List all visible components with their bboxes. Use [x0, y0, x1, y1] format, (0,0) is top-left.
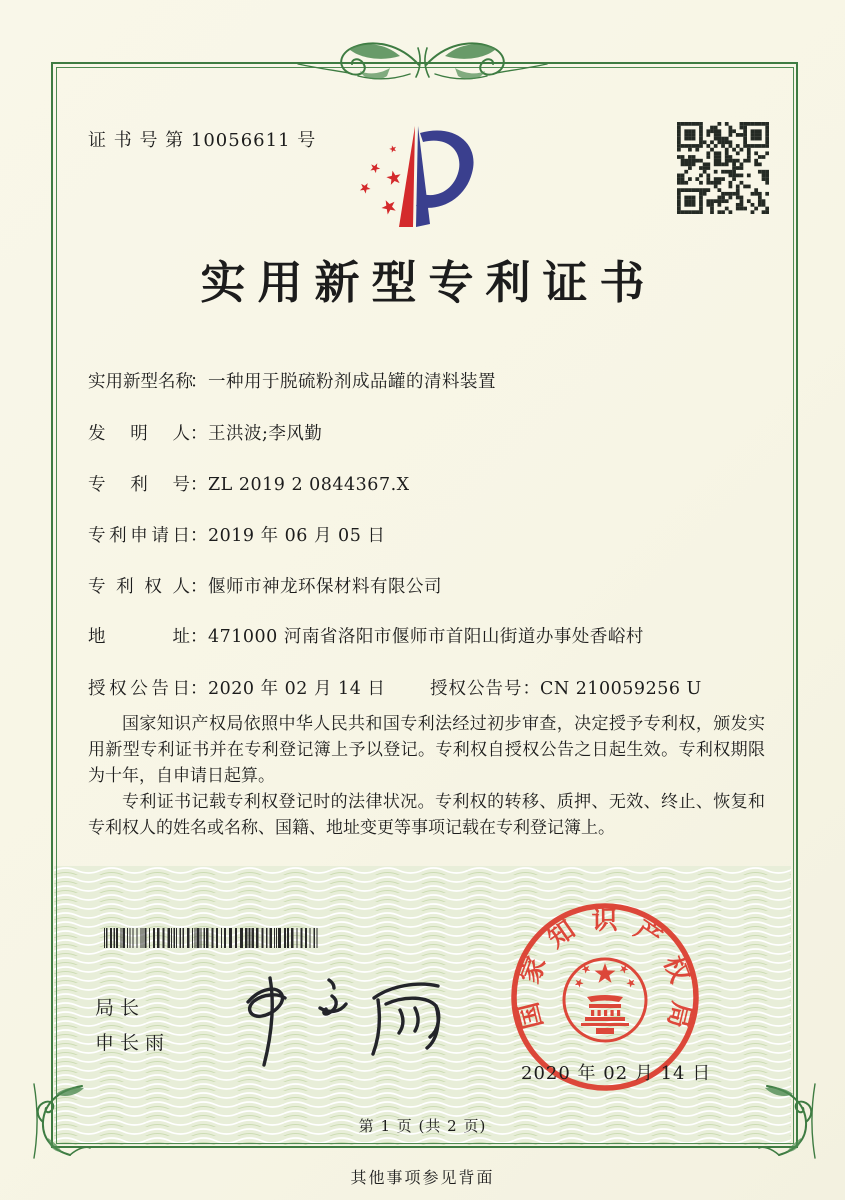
back-side-note: 其他事项参见背面 [350, 1168, 495, 1187]
handwritten-signature-icon [228, 968, 463, 1072]
field-row-patent-number [88, 471, 764, 496]
field-value: 471000 河南省洛阳市偃师市首阳山街道办事处香峪村 [208, 627, 644, 647]
field-label: 专利申请日 [88, 526, 190, 546]
field-value: 偃师市神龙环保材料有限公司 [208, 577, 442, 597]
national-emblem-icon [564, 959, 646, 1041]
grant-publication-number [430, 675, 702, 700]
field-colon: ： [190, 526, 208, 546]
field-value: ZL 2019 2 0844367.X [208, 475, 410, 495]
seal-date: 2020 年 02 月 14 日 [521, 1063, 712, 1084]
field-row-utility-model-name [88, 368, 764, 393]
page-indicator: 第 1 页 (共 2 页) [358, 1117, 487, 1135]
field-colon: ： [190, 577, 208, 597]
field-row-patentee [88, 573, 764, 598]
cnipa-patent-logo-icon [352, 123, 484, 235]
field-colon: ： [190, 475, 208, 495]
certificate-title: 实用新型专利证书 [200, 256, 657, 309]
legal-paragraph-1: 国家知识产权局依照中华人民共和国专利法经过初步审查，决定授予专利权，颁发实用新型专利证书并在专利登记簿上予以登记。专利权自授权公告之日起生效。专利权期限为十年，自申请日起算。 [88, 714, 765, 786]
field-label: 授权公告号 [430, 679, 523, 699]
field-colon: ： [190, 627, 208, 647]
field-colon: ： [522, 679, 540, 699]
field-row-address [88, 623, 764, 648]
field-value: 一种用于脱硫粉剂成品罐的清料装置 [208, 372, 496, 392]
qr-code-icon [677, 122, 769, 214]
field-value: CN 210059256 U [540, 679, 702, 699]
field-label: 地址 [88, 627, 190, 647]
signer-name: 申长雨 [95, 1032, 171, 1054]
field-row-filing-date [88, 522, 764, 547]
field-colon: ： [190, 424, 208, 444]
certificate-number-value: 10056611 [190, 130, 291, 151]
legal-paragraph-2: 专利证书记载专利权登记时的法律状况。专利权的转移、质押、无效、终止、恢复和专利权人的姓名或名称、国籍、地址变更等事项记载在专利登记簿上。 [88, 792, 765, 838]
field-value: 2020 年 02 月 14 日 [208, 679, 386, 699]
field-label: 专利号 [88, 475, 190, 495]
signer-title: 局长 [95, 997, 146, 1019]
certificate-number [88, 126, 316, 152]
field-value: 2019 年 06 月 05 日 [208, 526, 386, 546]
field-label: 实用新型名称 [88, 372, 193, 392]
field-label: 授权公告日 [88, 679, 190, 699]
barcode-icon [104, 928, 320, 948]
field-row-inventor [88, 420, 764, 445]
field-colon: ： [190, 372, 208, 392]
field-label: 发明人 [88, 424, 190, 444]
field-label: 专利权人 [88, 577, 190, 597]
seal-text: 国家知识产权局 [513, 905, 697, 1032]
field-colon: ： [190, 679, 208, 699]
field-value: 王洪波;李风勤 [208, 424, 323, 444]
certificate-number-label: 证 书 号 第 [88, 130, 185, 151]
field-row-grant-date [88, 675, 764, 700]
certificate-number-suffix: 号 [297, 130, 317, 151]
legal-text-block [88, 711, 765, 841]
